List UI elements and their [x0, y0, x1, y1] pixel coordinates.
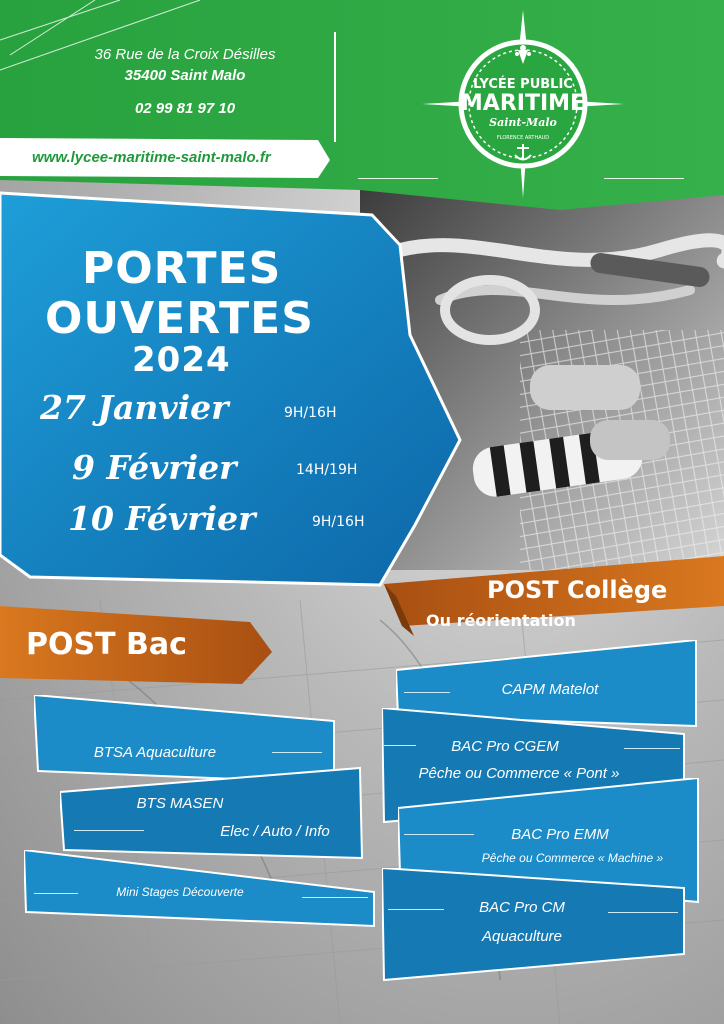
card-btsa-title: BTSA Aquaculture — [93, 744, 217, 761]
post-college-label: POST Collège — [487, 576, 668, 604]
school-logo — [418, 8, 628, 200]
website-link[interactable]: www.lycee-maritime-saint-malo.fr — [32, 149, 271, 166]
card-cgem-rule-left — [384, 745, 416, 746]
header-divider — [334, 32, 336, 142]
hours-1: 9H/16H — [284, 405, 337, 421]
card-emm-subtitle: Pêche ou Commerce « Machine » — [481, 851, 664, 865]
card-emm-rule — [404, 834, 474, 835]
card-cm-rule-left — [388, 909, 444, 910]
card-cgem-subtitle: Pêche ou Commerce « Pont » — [418, 765, 620, 782]
card-cgem-title: BAC Pro CGEM — [451, 738, 559, 755]
card-mini-stages-rule-right — [302, 897, 368, 898]
hours-2: 14H/19H — [296, 462, 358, 478]
title-portes: PORTES — [82, 243, 282, 294]
card-cm-subtitle: Aquaculture — [481, 928, 563, 945]
post-bac-label: POST Bac — [26, 627, 187, 662]
card-btsa-rule — [272, 752, 322, 753]
logo-line1: LYCÉE PUBLIC — [473, 77, 573, 92]
logo-rule-right — [604, 178, 684, 179]
card-cgem-rule-right — [624, 748, 680, 749]
logo-rule-left — [358, 178, 438, 179]
hours-3: 9H/16H — [312, 514, 365, 530]
card-cm-rule-right — [608, 912, 678, 913]
card-mini-stages-title: Mini Stages Découverte — [116, 885, 244, 899]
logo-line3: Saint-Malo — [489, 116, 557, 129]
address-city: 35400 Saint Malo — [124, 67, 246, 84]
card-mini-stages-rule-left — [34, 893, 78, 894]
date-2: 9 Février — [72, 448, 237, 487]
logo-line4: FLORENCE ARTHAUD — [496, 135, 550, 141]
phone-number[interactable]: 02 99 81 97 10 — [134, 100, 236, 117]
card-bts-masen-title: BTS MASEN — [136, 795, 224, 812]
card-capm-title: CAPM Matelot — [501, 681, 599, 698]
card-bts-masen-subtitle: Elec / Auto / Info — [220, 823, 330, 840]
address-street: 36 Rue de la Croix Désilles — [94, 46, 276, 63]
card-bac-pro-cm — [382, 868, 686, 984]
card-emm-title: BAC Pro EMM — [511, 826, 609, 843]
card-capm-rule — [404, 692, 450, 693]
reorientation-label: Ou réorientation — [426, 611, 576, 630]
title-ouvertes: OUVERTES — [45, 293, 314, 344]
card-bts-masen-rule — [74, 830, 144, 831]
date-3: 10 Février — [68, 499, 256, 538]
logo-line2: MARITIME — [460, 91, 586, 116]
title-year: 2024 — [132, 340, 231, 380]
card-cm-title: BAC Pro CM — [479, 899, 565, 916]
date-1: 27 Janvier — [40, 388, 229, 427]
